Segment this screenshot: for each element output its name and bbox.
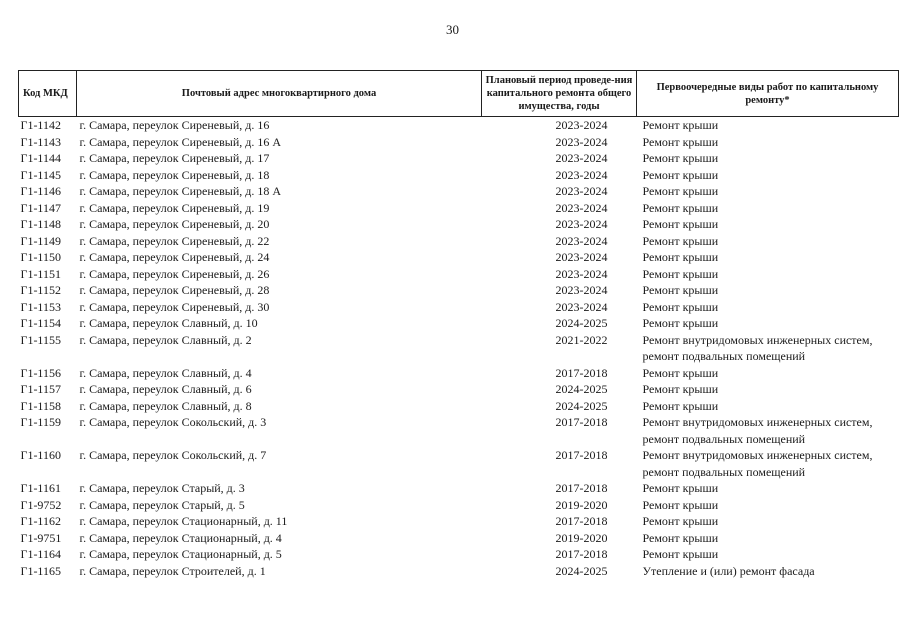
cell-code: Г1-1156 <box>20 365 61 380</box>
cell-works: Ремонт крыши <box>642 365 719 380</box>
table-row <box>19 134 899 151</box>
cell-code: Г1-1148 <box>20 217 61 231</box>
cell-works: Ремонт крыши <box>642 283 719 297</box>
table-row <box>19 266 899 283</box>
table-row <box>19 332 899 365</box>
cell-address: г. Самара, переулок Сиреневый, д. 18 А <box>79 184 282 198</box>
cell-address: г. Самара, переулок Сиреневый, д. 19 <box>79 200 270 215</box>
cell-works: Ремонт крыши <box>642 250 719 264</box>
cell-period: 2023-2024 <box>555 118 608 132</box>
cell-code: Г1-1147 <box>20 200 61 215</box>
cell-code: Г1-1143 <box>20 134 61 149</box>
cell-code: Г1-1145 <box>20 167 61 182</box>
table-row <box>19 563 899 580</box>
cell-period: 2019-2020 <box>555 530 608 545</box>
table-row <box>19 200 899 217</box>
table-row <box>19 299 899 316</box>
cell-period: 2021-2022 <box>555 332 608 347</box>
cell-period: 2023-2024 <box>555 167 608 182</box>
cell-works: Ремонт крыши <box>642 118 719 132</box>
cell-works: Ремонт крыши <box>642 316 719 330</box>
table-row <box>19 513 899 530</box>
cell-period: 2024-2025 <box>555 398 608 413</box>
table-row <box>19 497 899 514</box>
cell-period: 2024-2025 <box>555 382 608 396</box>
cell-address: г. Самара, переулок Строителей, д. 1 <box>79 563 266 578</box>
cell-address: г. Самара, переулок Стационарный, д. 5 <box>79 547 282 561</box>
cell-works: Ремонт крыши <box>642 481 719 495</box>
table-header-row <box>19 71 899 117</box>
cell-period: 2023-2024 <box>555 283 608 297</box>
cell-works: Утепление и (или) ремонт фасада <box>642 563 815 578</box>
cell-code: Г1-1154 <box>20 316 61 330</box>
table-row <box>19 546 899 563</box>
cell-address: г. Самара, переулок Сиреневый, д. 17 <box>79 151 270 165</box>
cell-code: Г1-1159 <box>20 415 61 429</box>
cell-code: Г1-1165 <box>20 563 61 578</box>
cell-address: г. Самара, переулок Сиреневый, д. 28 <box>79 283 270 297</box>
table-row <box>19 282 899 299</box>
cell-works: Ремонт крыши <box>642 514 719 528</box>
cell-code: Г1-1161 <box>20 481 61 495</box>
cell-period: 2024-2025 <box>555 316 608 330</box>
cell-works: Ремонт крыши <box>642 233 719 248</box>
cell-address: г. Самара, переулок Сиреневый, д. 16 <box>79 118 270 132</box>
cell-code: Г1-1152 <box>20 283 61 297</box>
cell-period: 2017-2018 <box>555 481 608 495</box>
cell-works: Ремонт внутридомовых инженерных систем, ремонт подвальных помещений <box>642 415 873 446</box>
cell-code: Г1-1157 <box>20 382 61 396</box>
cell-address: г. Самара, переулок Славный, д. 6 <box>79 382 252 396</box>
cell-code: Г1-1149 <box>20 233 61 248</box>
cell-address: г. Самара, переулок Сиреневый, д. 26 <box>79 266 270 281</box>
cell-works: Ремонт внутридомовых инженерных систем, ремонт подвальных помещений <box>642 332 873 363</box>
cell-address: г. Самара, переулок Сиреневый, д. 16 А <box>79 134 282 149</box>
cell-address: г. Самара, переулок Славный, д. 8 <box>79 398 252 413</box>
cell-period: 2017-2018 <box>555 415 608 429</box>
housing-registry-table <box>18 70 899 579</box>
cell-works: Ремонт крыши <box>642 217 719 231</box>
cell-address: г. Самара, переулок Сиреневый, д. 24 <box>79 250 270 264</box>
table-body <box>19 117 899 580</box>
cell-period: 2023-2024 <box>555 134 608 149</box>
cell-code: Г1-9752 <box>20 497 62 512</box>
table-row <box>19 381 899 398</box>
cell-works: Ремонт крыши <box>642 547 719 561</box>
cell-address: г. Самара, переулок Сиреневый, д. 18 <box>79 167 270 182</box>
table-row <box>19 216 899 233</box>
cell-period: 2023-2024 <box>555 266 608 281</box>
cell-address: г. Самара, переулок Сиреневый, д. 22 <box>79 233 270 248</box>
table-row <box>19 365 899 382</box>
cell-period: 2017-2018 <box>555 547 608 561</box>
table-row <box>19 480 899 497</box>
table-row <box>19 398 899 415</box>
cell-code: Г1-1155 <box>20 332 61 347</box>
table-row <box>19 167 899 184</box>
cell-period: 2023-2024 <box>555 200 608 215</box>
cell-code: Г1-1162 <box>20 514 61 528</box>
cell-code: Г1-1150 <box>20 250 61 264</box>
cell-code: Г1-1151 <box>20 266 61 281</box>
cell-works: Ремонт крыши <box>642 184 719 198</box>
cell-works: Ремонт крыши <box>642 266 719 281</box>
cell-address: г. Самара, переулок Сокольский, д. 7 <box>79 448 267 462</box>
cell-code: Г1-9751 <box>20 530 62 545</box>
header-code: Код МКД <box>19 71 77 117</box>
cell-address: г. Самара, переулок Старый, д. 5 <box>79 497 245 512</box>
cell-works: Ремонт крыши <box>642 299 719 314</box>
cell-address: г. Самара, переулок Славный, д. 4 <box>79 365 252 380</box>
cell-address: г. Самара, переулок Стационарный, д. 11 <box>79 514 288 528</box>
cell-works: Ремонт крыши <box>642 167 719 182</box>
header-period: Плановый период проведе-ния капитального ремонта общего имущества, годы <box>482 71 637 117</box>
cell-address: г. Самара, переулок Славный, д. 10 <box>79 316 258 330</box>
cell-works: Ремонт крыши <box>642 200 719 215</box>
cell-works: Ремонт крыши <box>642 151 719 165</box>
table-row <box>19 117 899 134</box>
cell-address: г. Самара, переулок Старый, д. 3 <box>79 481 245 495</box>
cell-address: г. Самара, переулок Сокольский, д. 3 <box>79 415 267 429</box>
cell-code: Г1-1164 <box>20 547 61 561</box>
cell-period: 2017-2018 <box>555 514 608 528</box>
cell-period: 2023-2024 <box>555 184 608 198</box>
table-row <box>19 150 899 167</box>
cell-code: Г1-1158 <box>20 398 61 413</box>
cell-period: 2023-2024 <box>555 299 608 314</box>
header-works: Первоочередные виды работ по капитальному ремонту* <box>637 71 899 117</box>
cell-code: Г1-1146 <box>20 184 61 198</box>
cell-works: Ремонт крыши <box>642 398 719 413</box>
cell-works: Ремонт крыши <box>642 497 719 512</box>
cell-works: Ремонт внутридомовых инженерных систем, ремонт подвальных помещений <box>642 448 873 479</box>
table-row <box>19 414 899 447</box>
table-row <box>19 233 899 250</box>
cell-period: 2019-2020 <box>555 497 608 512</box>
cell-code: Г1-1144 <box>20 151 61 165</box>
cell-period: 2024-2025 <box>555 563 608 578</box>
cell-works: Ремонт крыши <box>642 382 719 396</box>
table-row <box>19 315 899 332</box>
table-row <box>19 249 899 266</box>
cell-period: 2023-2024 <box>555 151 608 165</box>
cell-period: 2023-2024 <box>555 217 608 231</box>
cell-address: г. Самара, переулок Сиреневый, д. 30 <box>79 299 270 314</box>
cell-period: 2017-2018 <box>555 448 608 462</box>
table-row <box>19 183 899 200</box>
cell-address: г. Самара, переулок Стационарный, д. 4 <box>79 530 282 545</box>
header-address: Почтовый адрес многоквартирного дома <box>77 71 482 117</box>
cell-period: 2023-2024 <box>555 233 608 248</box>
cell-address: г. Самара, переулок Сиреневый, д. 20 <box>79 217 270 231</box>
cell-period: 2017-2018 <box>555 365 608 380</box>
table-row <box>19 530 899 547</box>
cell-address: г. Самара, переулок Славный, д. 2 <box>79 332 252 347</box>
cell-period: 2023-2024 <box>555 250 608 264</box>
page-number: 30 <box>446 22 459 37</box>
table-row <box>19 447 899 480</box>
cell-code: Г1-1160 <box>20 448 61 462</box>
cell-works: Ремонт крыши <box>642 530 719 545</box>
cell-code: Г1-1153 <box>20 299 61 314</box>
cell-works: Ремонт крыши <box>642 134 719 149</box>
cell-code: Г1-1142 <box>20 118 61 132</box>
